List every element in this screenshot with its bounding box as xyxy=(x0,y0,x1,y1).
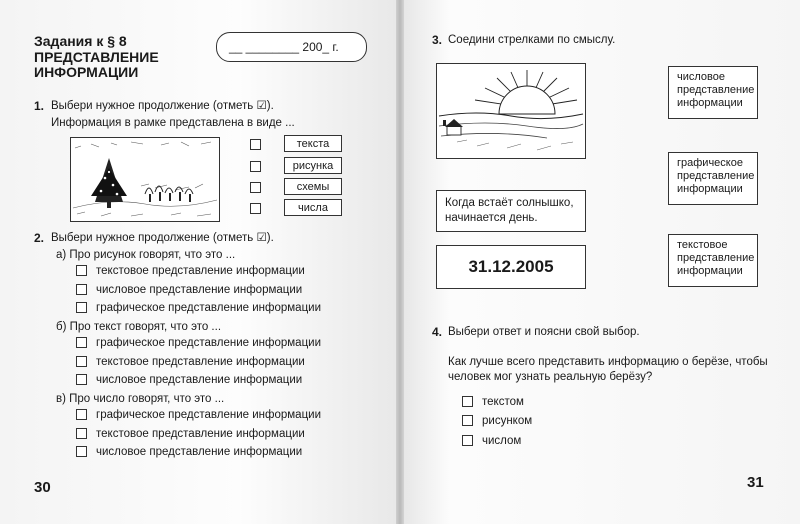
task2a-option-1: текстовое представление информации xyxy=(96,265,305,277)
task2a-checkbox-3[interactable] xyxy=(76,302,87,313)
task2c-checkbox-3[interactable] xyxy=(76,446,87,457)
task2a-checkbox-2[interactable] xyxy=(76,284,87,295)
category-graphic-line3: информации xyxy=(677,183,743,195)
task2a-checkbox-1[interactable] xyxy=(76,265,87,276)
task1-checkbox-scheme[interactable] xyxy=(250,182,261,193)
task4-option-text: текстом xyxy=(482,396,524,408)
category-numeric-line1: числовое xyxy=(677,71,725,83)
task4-checkbox-picture[interactable] xyxy=(462,415,473,426)
task2c-checkbox-2[interactable] xyxy=(76,428,87,439)
sunrise-picture-frame xyxy=(436,63,586,159)
task2b-checkbox-3[interactable] xyxy=(76,374,87,385)
task1-checkbox-number[interactable] xyxy=(250,203,261,214)
task2b-checkbox-2[interactable] xyxy=(76,356,87,367)
task3-prompt: Соедини стрелками по смыслу. xyxy=(448,34,616,46)
book-spine xyxy=(396,0,404,524)
category-graphic-line2: представление xyxy=(677,170,755,182)
left-page xyxy=(0,0,398,524)
number-info-box xyxy=(436,245,586,289)
section-title-line1: ПРЕДСТАВЛЕНИЕ xyxy=(34,49,159,65)
task2b-option-1: графическое представление информации xyxy=(96,337,321,349)
task2b-option-3: числовое представление информации xyxy=(96,374,303,386)
task2-number: 2. xyxy=(34,231,45,245)
tasks-title: Задания к § 8 xyxy=(34,33,127,49)
task1-option-text: текста xyxy=(284,135,342,152)
task1-checkbox-picture[interactable] xyxy=(250,161,261,172)
task4-checkbox-text[interactable] xyxy=(462,396,473,407)
section-title-line2: ИНФОРМАЦИИ xyxy=(34,64,139,80)
task4-option-number: числом xyxy=(482,435,522,447)
category-box-text[interactable] xyxy=(668,234,758,287)
task1-number: 1. xyxy=(34,99,45,113)
task1-checkbox-text[interactable] xyxy=(250,139,261,150)
task2c-option-2: текстовое представление информации xyxy=(96,428,305,440)
winter-scene-illustration xyxy=(71,138,219,221)
task2b-option-2: текстовое представление информации xyxy=(96,356,305,368)
date-line: __ ________ 200_ г. xyxy=(229,40,339,54)
task2c-checkbox-1[interactable] xyxy=(76,409,87,420)
task2a-option-3: графическое представление информации xyxy=(96,302,321,314)
task2a-option-2: числовое представление информации xyxy=(96,284,303,296)
category-graphic-line1: графическое xyxy=(677,157,743,169)
category-numeric-line3: информации xyxy=(677,97,743,109)
task4-checkbox-number[interactable] xyxy=(462,435,473,446)
task2-group-b-label: б) Про текст говорят, что это ... xyxy=(56,321,222,333)
task4-option-picture: рисунком xyxy=(482,415,533,427)
right-page xyxy=(402,0,800,524)
task1-question: Информация в рамке представлена в виде ... xyxy=(51,117,295,129)
task2b-checkbox-1[interactable] xyxy=(76,337,87,348)
category-numeric-line2: представление xyxy=(677,84,755,96)
category-box-numeric[interactable] xyxy=(668,66,758,119)
task2-prompt: Выбери нужное продолжение (отметь ☑). xyxy=(51,232,274,244)
sunrise-illustration xyxy=(437,64,585,158)
category-text-line1: текстовое xyxy=(677,239,728,251)
task3-number: 3. xyxy=(432,33,443,47)
task2-group-c-label: в) Про число говорят, что это ... xyxy=(56,393,225,405)
page-number-right: 31 xyxy=(747,474,764,491)
task4-number: 4. xyxy=(432,325,443,339)
task2-group-a-label: а) Про рисунок говорят, что это ... xyxy=(56,249,236,261)
task1-option-picture: рисунка xyxy=(284,157,342,174)
task4-question-line1: Как лучше всего представить информацию о берёзе, чтобы xyxy=(448,356,768,368)
task4-question-line2: человек мог узнать реальную берёзу? xyxy=(448,371,653,383)
task1-prompt: Выбери нужное продолжение (отметь ☑). xyxy=(51,100,274,112)
winter-picture-frame xyxy=(70,137,220,222)
category-text-line2: представление xyxy=(677,252,755,264)
page-number-left: 30 xyxy=(34,479,51,496)
date-number-value: 31.12.2005 xyxy=(468,257,554,276)
task2c-option-1: графическое представление информации xyxy=(96,409,321,421)
task1-option-scheme: схемы xyxy=(284,178,342,195)
date-field[interactable] xyxy=(216,32,367,62)
category-text-line3: информации xyxy=(677,265,743,277)
task4-prompt: Выбери ответ и поясни свой выбор. xyxy=(448,326,640,338)
task2c-option-3: числовое представление информации xyxy=(96,446,303,458)
category-box-graphic[interactable] xyxy=(668,152,758,205)
task1-option-number: числа xyxy=(284,199,342,216)
text-info-box: Когда встаёт солнышко, начинается день. xyxy=(436,190,586,232)
